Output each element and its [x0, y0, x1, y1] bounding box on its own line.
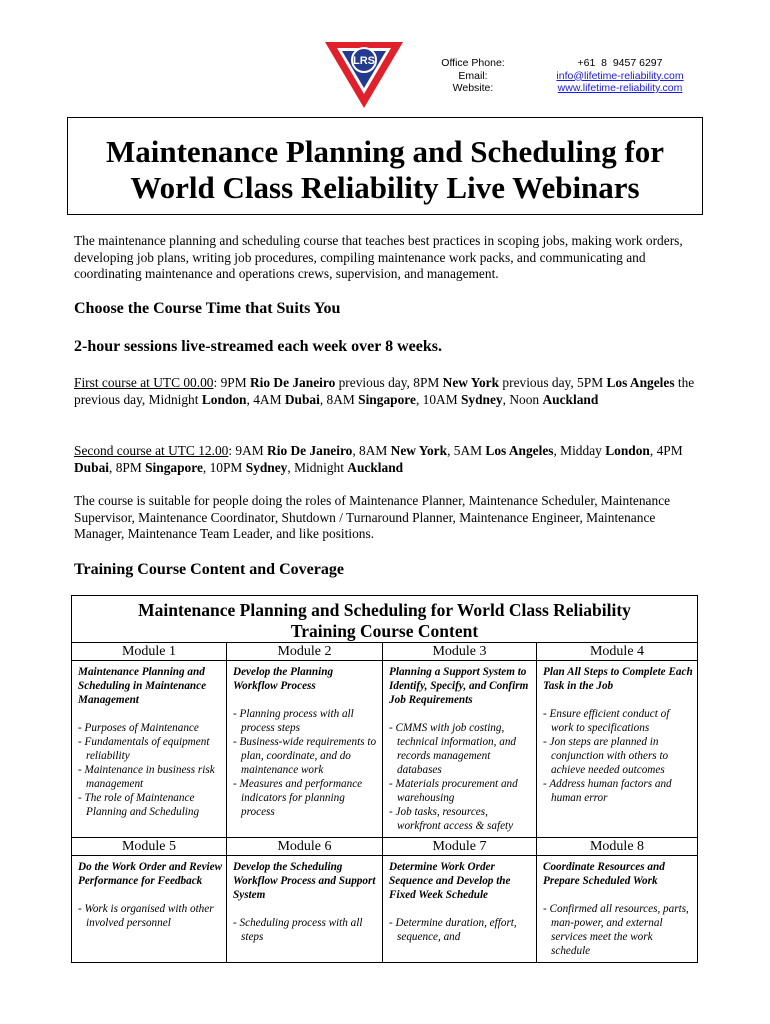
email-link[interactable]: info@lifetime-reliability.com	[556, 69, 684, 82]
office-phone-value: +61 8 9457 6297	[577, 57, 663, 69]
module-cell	[72, 661, 227, 838]
city-name: Singapore	[358, 391, 416, 407]
city-name: New York	[390, 443, 448, 458]
module-title: Develop the Scheduling Workflow Process and Support System	[233, 861, 376, 901]
sessions-heading: 2-hour sessions live-streamed each week over 8 weeks.	[74, 338, 442, 355]
topic-item: - Address human factors and human error	[543, 778, 672, 804]
city-name: Sydney	[245, 459, 288, 475]
city-name: Auckland	[542, 391, 599, 407]
city-name: New York	[442, 375, 500, 390]
topic-item: - CMMS with job costing, technical information, and records management databases	[389, 722, 517, 776]
city-name: Auckland	[347, 459, 404, 475]
topic-item: - Work is organised with other involved personnel	[78, 903, 214, 929]
city-name: Dubai	[74, 459, 109, 475]
title-box	[67, 117, 703, 215]
module-cell	[227, 661, 383, 838]
table-title-line-1: Maintenance Planning and Scheduling for World Class Reliability	[138, 600, 631, 620]
module-title: Develop the Planning Workflow Process	[233, 666, 334, 692]
module-topics	[78, 721, 223, 819]
module-title: Coordinate Resources and Prepare Scheduled Work	[543, 861, 665, 887]
second-course-paragraph: Second course at UTC 12.00: 9AM Rio De Janeiro, 8AM New York, 5AM Los Angeles, Midday London, 4PM Dubai, 8PM Singapore, 10PM Sydney, Midnight Auckland	[74, 443, 683, 475]
topic-item: - Maintenance in business risk management	[78, 764, 215, 790]
suitable-paragraph: The course is suitable for people doing the roles of Maintenance Planner, Maintenance Scheduler, Maintenance Supervisor, Maintenance Coordinator, Shutdown / Turnaround Planner, Maintenance Engineer, Maintenance Manager, Maintenance Team Leader, and like positions.	[74, 493, 671, 542]
module-header-row	[72, 838, 698, 856]
city-name: Los Angeles	[485, 443, 554, 458]
first-course-paragraph: First course at UTC 00.00: 9PM Rio De Janeiro previous day, 8PM New York previous day, 5PM Los Angeles the previous day, Midnight London, 4AM Dubai, 8AM Singapore, 10AM Sydney, Noon Auckland	[74, 375, 695, 407]
topic-item: - Measures and performance indicators for planning process	[233, 778, 363, 818]
module-topics	[389, 721, 533, 833]
topic-item: - The role of Maintenance Planning and Scheduling	[78, 792, 200, 818]
module-cell	[537, 856, 698, 963]
website-link[interactable]: www.lifetime-reliability.com	[557, 82, 683, 94]
topic-item: - Scheduling process with all steps	[233, 917, 363, 943]
topic-item: - Purposes of Maintenance	[78, 722, 199, 734]
module-content-row	[72, 856, 698, 963]
topic-item: - Fundamentals of equipment reliability	[78, 736, 210, 762]
module-header: Module 7	[383, 838, 537, 856]
first-course-times: 9PM Rio De Janeiro previous day, 8PM New York previous day, 5PM Los Angeles the previous day, Midnight London, 4AM Dubai, 8AM Singapore, 10AM Sydney, Noon Auckland	[74, 375, 695, 407]
module-header: Module 2	[227, 643, 383, 661]
topic-item: - Materials procurement and warehousing	[389, 778, 518, 804]
module-topics	[233, 916, 379, 944]
topic-item: - Business-wide requirements to plan, coordinate, and do maintenance work	[233, 736, 377, 776]
module-title: Planning a Support System to Identify, Specify, and Confirm Job Requirements	[389, 666, 529, 706]
website-label: Website:	[452, 82, 494, 94]
city-name: Los Angeles	[606, 375, 675, 390]
module-header: Module 5	[72, 838, 227, 856]
module-topics	[233, 707, 379, 819]
module-header-row	[72, 643, 698, 661]
title-line-1: Maintenance Planning and Scheduling for	[105, 134, 665, 169]
module-topics	[543, 707, 694, 805]
topic-item: - Planning process with all process steps	[233, 708, 354, 734]
title-line-2: World Class Reliability Live Webinars	[130, 170, 640, 205]
intro-paragraph: The maintenance planning and scheduling course that teaches best practices in scoping jobs, making work orders, developing job plans, writing job procedures, compiling maintenance work packs, and communicating and coordinating maintenance and operations crews, supervision, and management.	[74, 233, 683, 282]
city-name: Dubai	[284, 391, 320, 407]
module-cell	[537, 661, 698, 838]
topic-item: - Determine duration, effort, sequence, and	[389, 917, 517, 943]
module-topics	[389, 916, 533, 944]
city-name: Rio De Janeiro	[267, 443, 353, 458]
logo-text: LRS	[353, 55, 375, 67]
second-course-label: Second course at UTC 12.00	[74, 443, 229, 458]
module-title: Determine Work Order Sequence and Develop the Fixed Week Schedule	[389, 861, 511, 901]
module-header: Module 4	[537, 643, 698, 661]
module-title: Plan All Steps to Complete Each Task in the Job	[543, 666, 693, 692]
module-topics	[543, 902, 694, 958]
contact-values	[540, 57, 700, 95]
module-cell	[383, 856, 537, 963]
module-topics	[78, 902, 223, 930]
module-header: Module 8	[537, 838, 698, 856]
table-title-line-2: Training Course Content	[290, 621, 479, 641]
contact-labels	[433, 57, 513, 95]
course-content-table	[71, 595, 698, 963]
city-name: Sydney	[460, 391, 503, 407]
choose-heading: Choose the Course Time that Suits You	[74, 300, 341, 317]
topic-item: - Job tasks, resources, workfront access & safety	[389, 806, 514, 832]
first-course-label: First course at UTC 00.00	[74, 375, 214, 390]
module-title: Do the Work Order and Review Performance for Feedback	[78, 861, 223, 887]
page-title	[68, 118, 702, 206]
city-name: London	[605, 443, 650, 458]
module-content-row	[72, 661, 698, 838]
module-cell	[227, 856, 383, 963]
city-name: Rio De Janeiro	[249, 375, 336, 390]
city-name: Singapore	[145, 459, 203, 475]
lrs-logo	[323, 38, 405, 110]
topic-item: - Confirmed all resources, parts, man-power, and external services meet the work schedule	[543, 903, 689, 957]
coverage-heading: Training Course Content and Coverage	[74, 561, 344, 578]
email-label: Email:	[458, 69, 488, 82]
module-header: Module 6	[227, 838, 383, 856]
module-header: Module 1	[72, 643, 227, 661]
module-title: Maintenance Planning and Scheduling in Maintenance Management	[78, 666, 207, 706]
module-header: Module 3	[383, 643, 537, 661]
module-cell	[72, 856, 227, 963]
table-title	[72, 596, 698, 643]
topic-item: - Ensure efficient conduct of work to specifications	[543, 708, 670, 734]
office-phone-label: Office Phone:	[441, 57, 505, 69]
city-name: London	[201, 391, 247, 407]
topic-item: - Jon steps are planned in conjunction with others to achieve needed outcomes	[543, 736, 669, 776]
module-cell	[383, 661, 537, 838]
second-course-times: 9AM Rio De Janeiro, 8AM New York, 5AM Los Angeles, Midday London, 4PM Dubai, 8PM Singapore, 10PM Sydney, Midnight Auckland	[74, 443, 683, 475]
